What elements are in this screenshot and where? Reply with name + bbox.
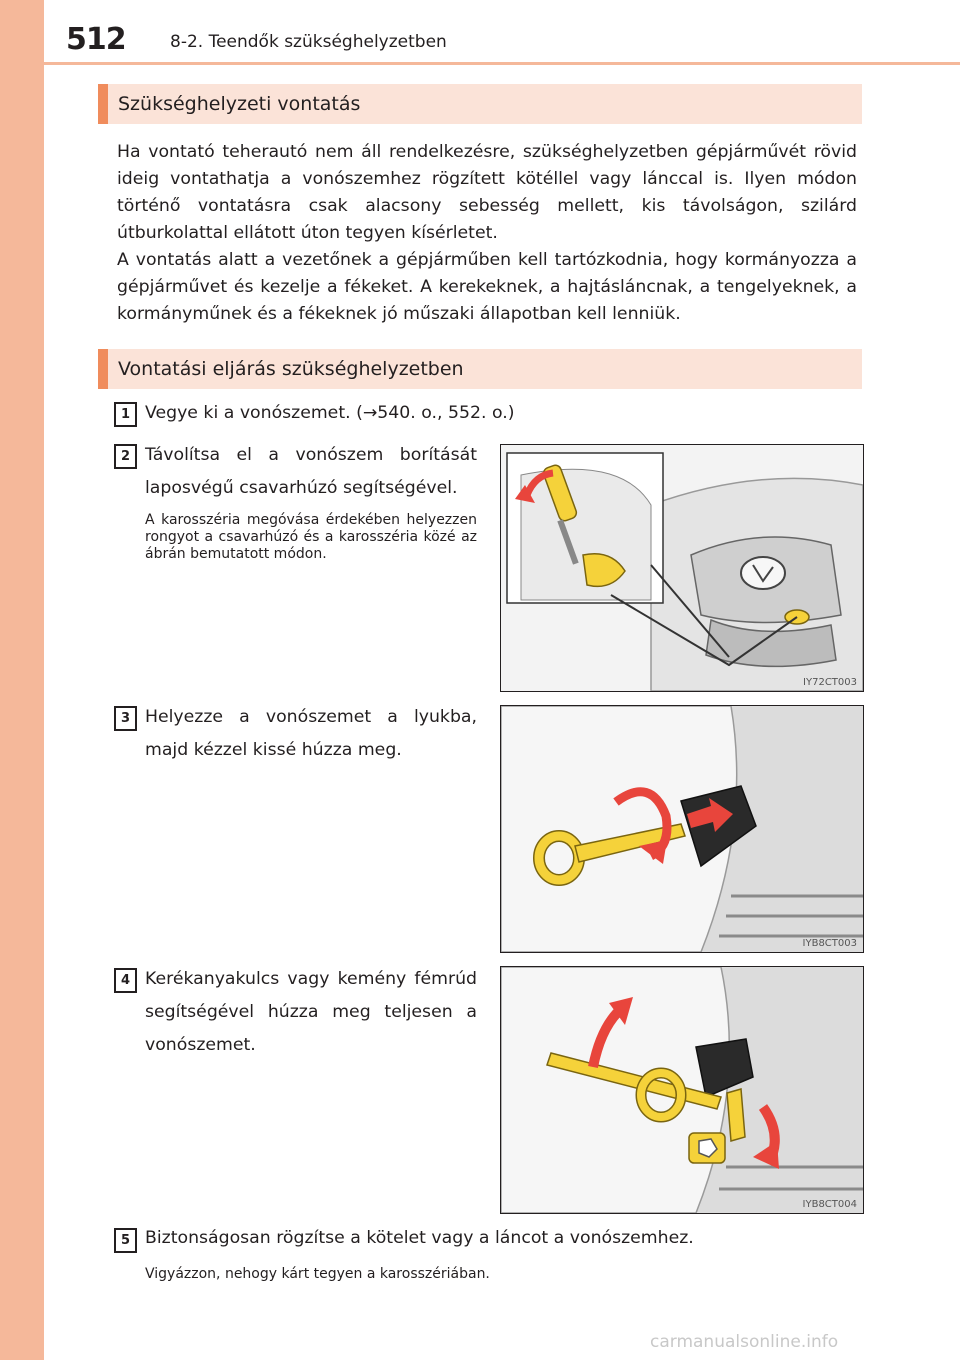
page-number: 512 [66, 22, 126, 57]
section-accent [98, 84, 108, 124]
header-divider [0, 62, 960, 65]
chapter-title: 8-2. Teendők szükséghelyzetben [170, 32, 447, 52]
side-color-strip [0, 0, 44, 1360]
step-1-text: Vegye ki a vonószemet. (→540. o., 552. o.) [145, 403, 515, 423]
step-number-2: 2 [114, 444, 137, 469]
figure-code: IYB8CT004 [802, 1199, 857, 1210]
step-4-text: Kerékanyakulcs vagy kemény fémrúd segítségével húzza meg teljesen a vonószemet. [145, 969, 477, 1055]
step-number-1: 1 [114, 402, 137, 427]
section-title: Szükséghelyzeti vontatás [118, 93, 361, 115]
figure-remove-cover [500, 444, 864, 692]
figure-code: IY72CT003 [803, 677, 857, 688]
section-accent [98, 349, 108, 389]
step-2-note: A karosszéria megóvása érdekében helyezzen rongyot a csavarhúzó és a karosszéria közé az ábrán bemutatott módon. [145, 512, 477, 562]
wrench-tighten-illustration [501, 967, 863, 1213]
step-number-5: 5 [114, 1228, 137, 1253]
step-5-note: Vigyázzon, nehogy kárt tegyen a karosszériában. [145, 1266, 490, 1282]
step-5-text: Biztonságosan rögzítse a kötelet vagy a láncot a vonószemhez. [145, 1228, 694, 1248]
section-title: Vontatási eljárás szükséghelyzetben [118, 358, 464, 380]
section-header-towing-procedure [98, 349, 862, 389]
intro-paragraph: Ha vontató teherautó nem áll rendelkezésre, szükséghelyzetben gépjárművét rövid ideig vontathatja a vonószemhez rögzített kötéllel vagy lánccal is. Ilyen módon történő vontatásra csak alacsony sebesség mellett, kis távolságon, szilárd útburkolattal ellátott úton tegyen kísérletet. [117, 142, 857, 243]
section-header-emergency-towing [98, 84, 862, 124]
figure-tighten-towing-eye [500, 966, 864, 1214]
step-3-text: Helyezze a vonószemet a lyukba, majd kézzel kissé húzza meg. [145, 707, 477, 760]
step-2-text: Távolítsa el a vonószem borítását laposvégű csavarhúzó segítségével. [145, 445, 477, 498]
step-number-4: 4 [114, 968, 137, 993]
figure-code: IYB8CT003 [802, 938, 857, 949]
towing-eye-insert-illustration [501, 706, 863, 952]
driver-paragraph: A vontatás alatt a vezetőnek a gépjárműben kell tartózkodnia, hogy kormányozza a gépjárművet és kezelje a fékeket. A kerekeknek, a hajtásláncnak, a tengelyeknek, a kormányműnek és a fékeknek jó műszaki állapotban kell lenniük. [117, 250, 857, 324]
step-number-3: 3 [114, 706, 137, 731]
figure-insert-towing-eye [500, 705, 864, 953]
watermark-text: carmanualsonline.info [650, 1332, 839, 1352]
car-front-cover-illustration [501, 445, 863, 691]
